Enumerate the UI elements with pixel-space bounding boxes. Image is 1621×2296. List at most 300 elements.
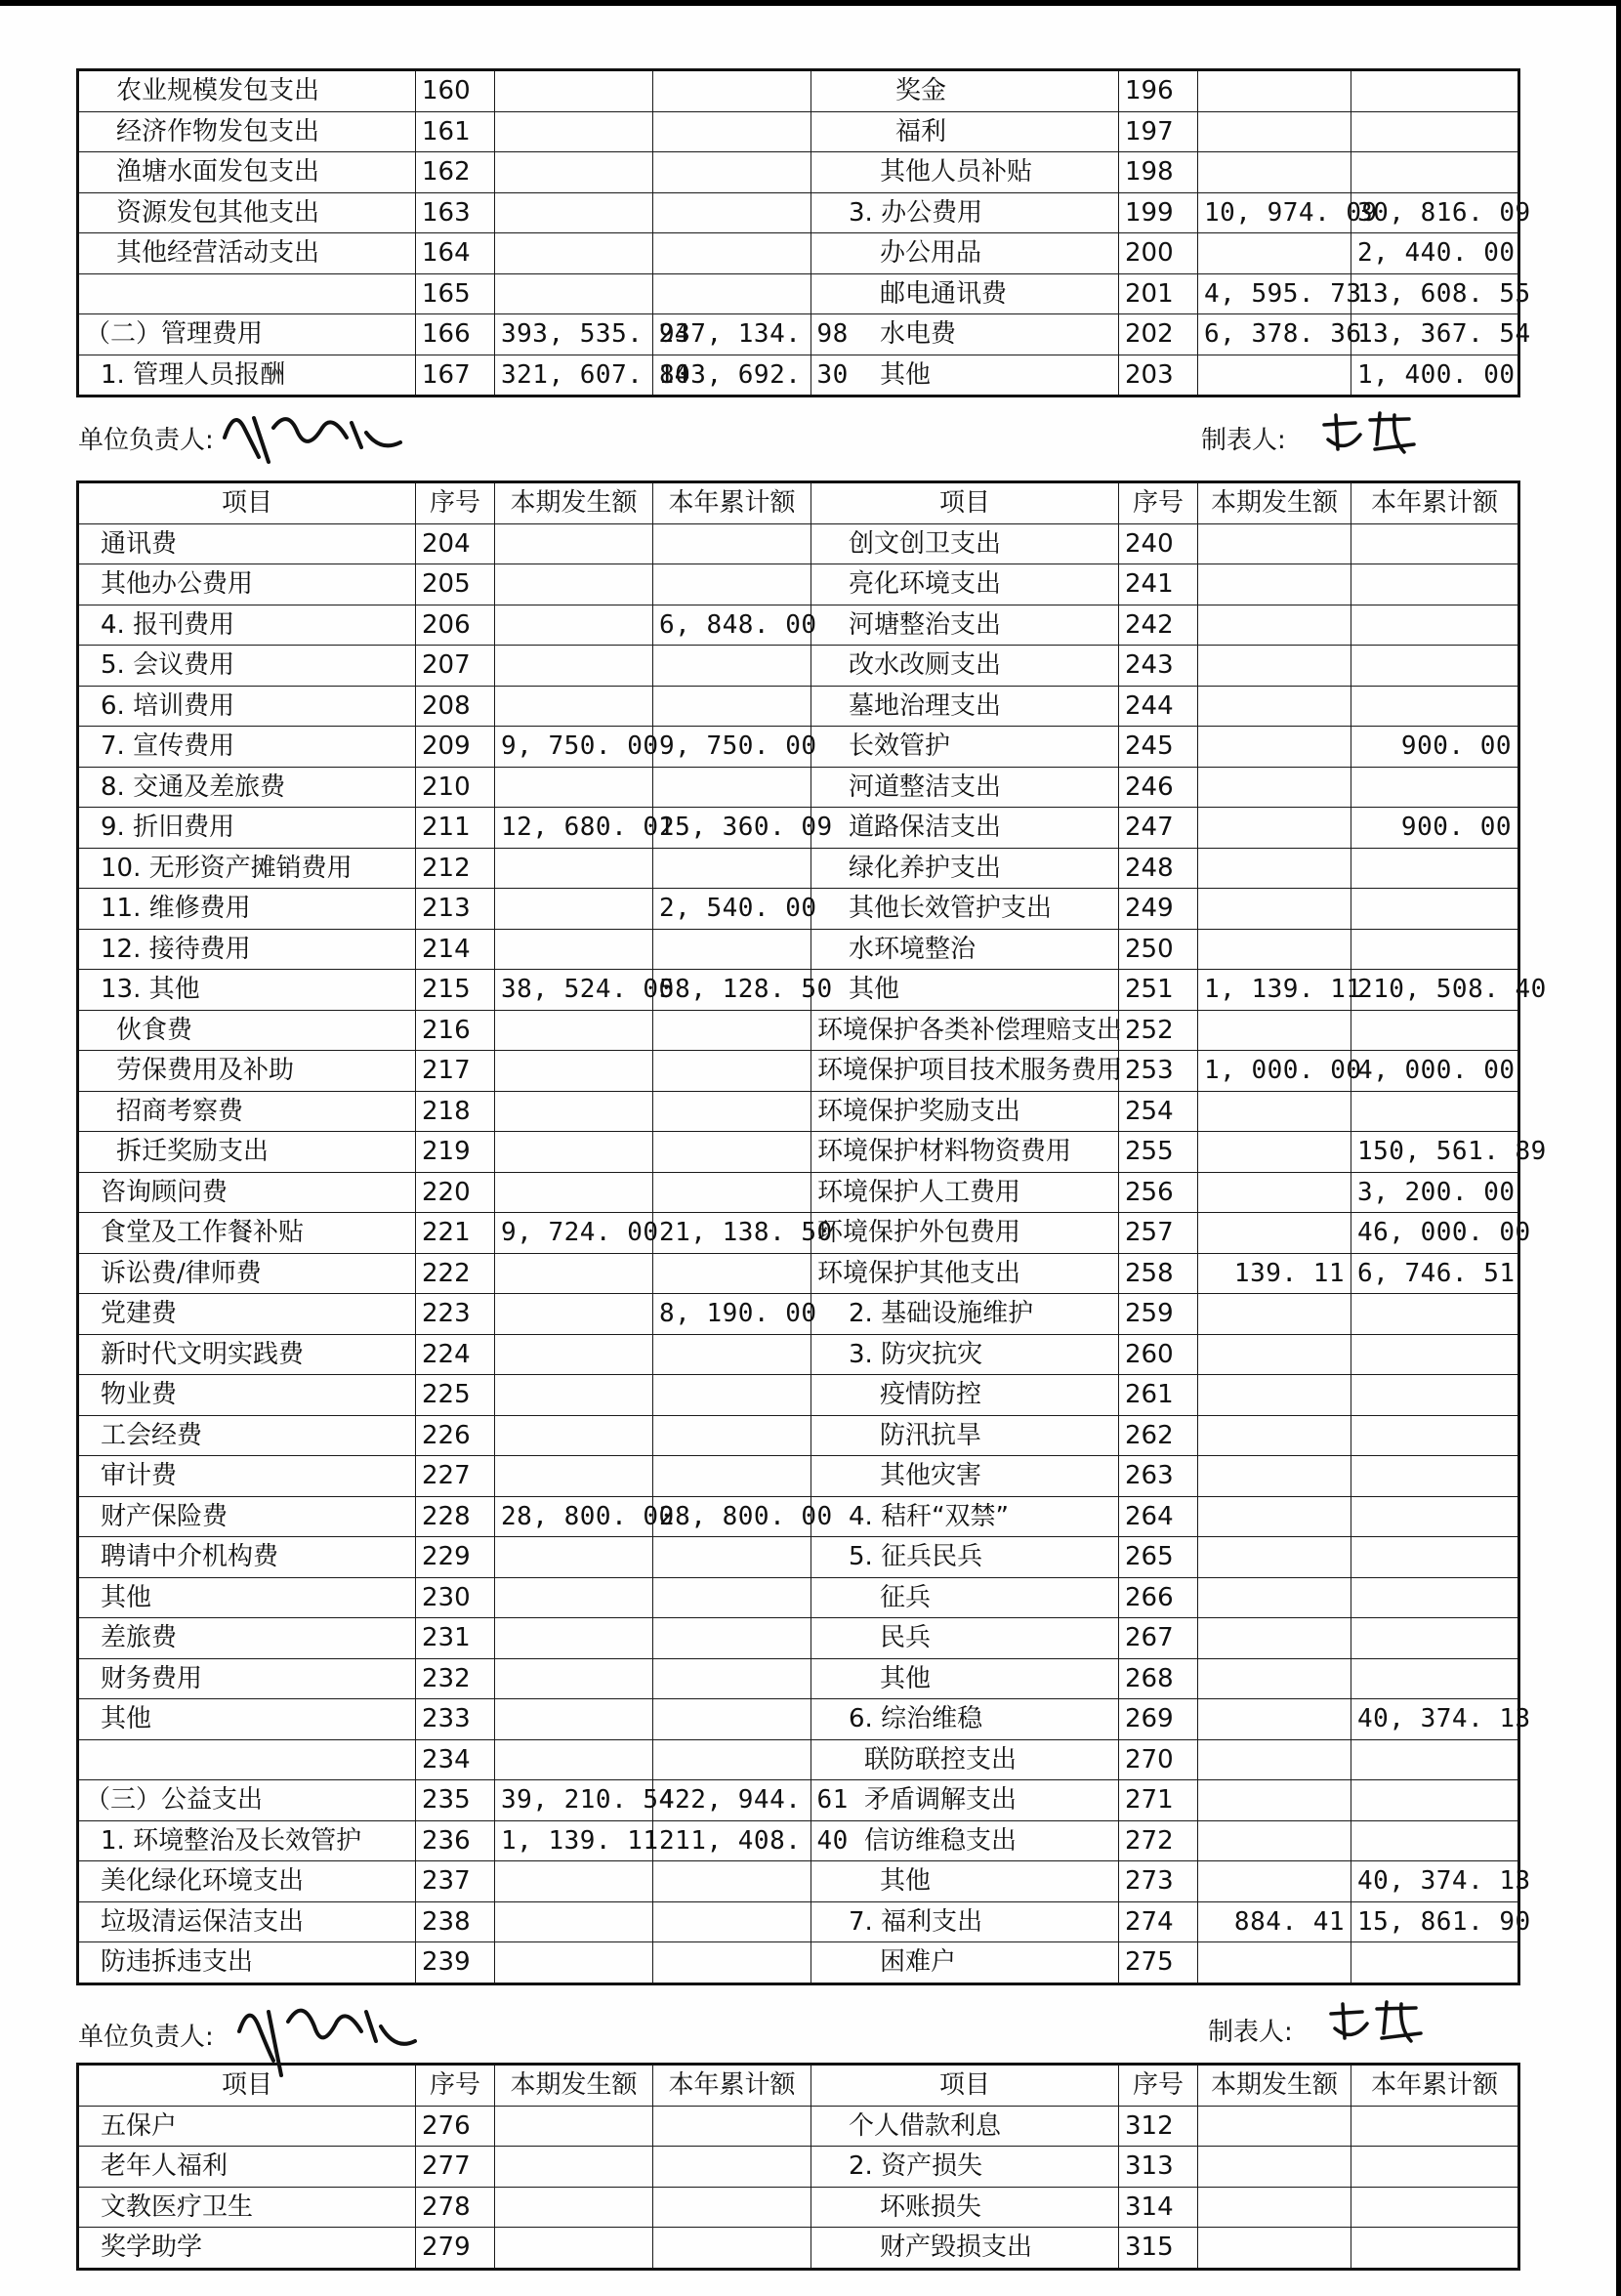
seq-number: 229 [416, 1537, 495, 1578]
scan-edge-right [1616, 0, 1621, 2296]
table-row [78, 355, 1519, 397]
current-amount [1198, 233, 1351, 274]
ytd-amount [653, 233, 811, 274]
seq-number: 315 [1119, 2228, 1198, 2270]
seq-number: 263 [1119, 1456, 1198, 1497]
table-row [78, 1334, 1519, 1375]
current-amount [495, 152, 653, 193]
item-label [78, 273, 416, 314]
item-label: 河道整洁支出 [811, 767, 1119, 808]
current-amount [1198, 564, 1351, 605]
ytd-amount: 40, 374. 13 [1351, 1861, 1519, 1902]
table-row [78, 1172, 1519, 1213]
current-amount [1198, 1658, 1351, 1699]
current-amount: 9, 750. 00 [495, 727, 653, 768]
item-label: 新时代文明实践费 [78, 1334, 416, 1375]
item-label: 防违拆违支出 [78, 1942, 416, 1984]
seq-number: 272 [1119, 1820, 1198, 1861]
header-item: 项目 [78, 2065, 416, 2107]
item-label: 困难户 [811, 1942, 1119, 1984]
header-current: 本期发生额 [1198, 2065, 1351, 2107]
seq-number: 249 [1119, 889, 1198, 930]
ytd-amount [1351, 1091, 1519, 1132]
current-amount [495, 1294, 653, 1335]
ytd-amount [1351, 605, 1519, 646]
table-row [78, 273, 1519, 314]
ytd-amount [653, 1456, 811, 1497]
ytd-amount [653, 1010, 811, 1051]
current-amount: 1, 139. 11 [1198, 970, 1351, 1011]
seq-number: 225 [416, 1375, 495, 1416]
preparer-label: 制表人: [1201, 426, 1286, 455]
ytd-amount [1351, 111, 1519, 152]
item-label: 其他办公费用 [78, 564, 416, 605]
seq-number: 230 [416, 1577, 495, 1618]
ytd-amount [653, 1051, 811, 1092]
current-amount [1198, 1132, 1351, 1173]
seq-number: 253 [1119, 1051, 1198, 1092]
header-item: 项目 [811, 2065, 1119, 2107]
ytd-amount [653, 1618, 811, 1659]
seq-number: 208 [416, 686, 495, 727]
item-label: 福利 [811, 111, 1119, 152]
ytd-amount [653, 2228, 811, 2270]
seq-number: 312 [1119, 2106, 1198, 2147]
item-label: 河塘整治支出 [811, 605, 1119, 646]
ytd-amount [653, 1253, 811, 1294]
current-amount [495, 1739, 653, 1780]
current-amount [1198, 1577, 1351, 1618]
current-amount [495, 1658, 653, 1699]
item-label: （二）管理费用 [78, 314, 416, 355]
unit-responsible-label-2: 单位负责人: [78, 2023, 214, 2052]
ytd-amount [1351, 70, 1519, 112]
seq-number: 162 [416, 152, 495, 193]
seq-number: 227 [416, 1456, 495, 1497]
current-amount [495, 1334, 653, 1375]
ytd-amount [653, 848, 811, 889]
current-amount: 10, 974. 09 [1198, 192, 1351, 233]
table-row [78, 1091, 1519, 1132]
current-amount [495, 564, 653, 605]
ytd-amount [1351, 1375, 1519, 1416]
current-amount [495, 2106, 653, 2147]
ytd-amount [653, 686, 811, 727]
header-seq: 序号 [416, 2065, 495, 2107]
table-row [78, 1699, 1519, 1740]
current-amount [1198, 2228, 1351, 2270]
item-label: 3. 防灾抗灾 [811, 1334, 1119, 1375]
current-amount [495, 2187, 653, 2228]
preparer-signature-2 [1323, 1994, 1431, 2053]
item-label: 其他 [811, 1658, 1119, 1699]
ytd-amount: 900. 00 [1351, 808, 1519, 849]
item-label: 个人借款利息 [811, 2106, 1119, 2147]
current-amount: 39, 210. 54 [495, 1780, 653, 1821]
item-label: 其他灾害 [811, 1456, 1119, 1497]
header-seq: 序号 [1119, 482, 1198, 524]
current-amount [495, 1537, 653, 1578]
table-row [78, 1537, 1519, 1578]
seq-number: 259 [1119, 1294, 1198, 1335]
ytd-amount [1351, 1456, 1519, 1497]
current-amount [495, 1901, 653, 1942]
header-ytd: 本年累计额 [1351, 482, 1519, 524]
current-amount [1198, 1496, 1351, 1537]
item-label: 墓地治理支出 [811, 686, 1119, 727]
ytd-amount [653, 1739, 811, 1780]
item-label: 9. 折旧费用 [78, 808, 416, 849]
item-label: 坏账损失 [811, 2187, 1119, 2228]
current-amount [495, 1577, 653, 1618]
current-amount [1198, 2187, 1351, 2228]
current-amount [1198, 1780, 1351, 1821]
current-amount: 1, 000. 00 [1198, 1051, 1351, 1092]
table-row [78, 314, 1519, 355]
ytd-amount [653, 2106, 811, 2147]
item-label: 党建费 [78, 1294, 416, 1335]
ytd-amount [1351, 1496, 1519, 1537]
item-label: 拆迁奖励支出 [78, 1132, 416, 1173]
ytd-amount [653, 152, 811, 193]
current-amount [495, 1415, 653, 1456]
item-label: 改水改厕支出 [811, 646, 1119, 687]
item-label: 其他 [811, 1861, 1119, 1902]
item-label: 水环境整治 [811, 929, 1119, 970]
ytd-amount [653, 1132, 811, 1173]
seq-number: 260 [1119, 1334, 1198, 1375]
unit-responsible-label: 单位负责人: [78, 426, 214, 455]
item-label: 4. 报刊费用 [78, 605, 416, 646]
seq-number: 248 [1119, 848, 1198, 889]
item-label: 7. 福利支出 [811, 1901, 1119, 1942]
current-amount [495, 1172, 653, 1213]
seq-number: 161 [416, 111, 495, 152]
table-row [78, 1577, 1519, 1618]
seq-number: 313 [1119, 2147, 1198, 2188]
table-row [78, 1861, 1519, 1902]
table-row [78, 2106, 1519, 2147]
table-row [78, 2147, 1519, 2188]
item-label: 其他 [811, 355, 1119, 397]
seq-number: 278 [416, 2187, 495, 2228]
table-row [78, 1739, 1519, 1780]
current-amount [495, 111, 653, 152]
ytd-amount [1351, 1537, 1519, 1578]
seq-number: 261 [1119, 1375, 1198, 1416]
current-amount [1198, 889, 1351, 930]
current-amount [495, 848, 653, 889]
seq-number: 277 [416, 2147, 495, 2188]
item-label: 文教医疗卫生 [78, 2187, 416, 2228]
current-amount [1198, 111, 1351, 152]
item-label: 防汛抗旱 [811, 1415, 1119, 1456]
ytd-amount [653, 1577, 811, 1618]
current-amount [1198, 1415, 1351, 1456]
header-item: 项目 [811, 482, 1119, 524]
seq-number: 265 [1119, 1537, 1198, 1578]
current-amount: 884. 41 [1198, 1901, 1351, 1942]
item-label: 工会经费 [78, 1415, 416, 1456]
seq-number: 240 [1119, 523, 1198, 564]
current-amount: 12, 680. 01 [495, 808, 653, 849]
ytd-amount [653, 1942, 811, 1984]
ytd-amount [653, 192, 811, 233]
seq-number: 228 [416, 1496, 495, 1537]
item-label: 征兵 [811, 1577, 1119, 1618]
seq-number: 273 [1119, 1861, 1198, 1902]
current-amount [495, 1132, 653, 1173]
current-amount [1198, 1699, 1351, 1740]
table-row [78, 605, 1519, 646]
current-amount [1198, 1942, 1351, 1984]
ytd-amount [1351, 2106, 1519, 2147]
seq-number: 267 [1119, 1618, 1198, 1659]
item-label: 亮化环境支出 [811, 564, 1119, 605]
seq-number: 234 [416, 1739, 495, 1780]
table-row [78, 646, 1519, 687]
current-amount [1198, 70, 1351, 112]
table-row [78, 1253, 1519, 1294]
item-label: 其他长效管护支出 [811, 889, 1119, 930]
ytd-amount [653, 1658, 811, 1699]
table-row [78, 70, 1519, 112]
item-label: 经济作物发包支出 [78, 111, 416, 152]
current-amount [1198, 929, 1351, 970]
table-row [78, 889, 1519, 930]
table-row [78, 2228, 1519, 2270]
header-row [78, 2065, 1519, 2107]
ytd-amount [1351, 848, 1519, 889]
seq-number: 206 [416, 605, 495, 646]
ytd-amount: 15, 861. 90 [1351, 1901, 1519, 1942]
item-label: 11. 维修费用 [78, 889, 416, 930]
ytd-amount [1351, 152, 1519, 193]
seq-number: 276 [416, 2106, 495, 2147]
header-current: 本期发生额 [495, 2065, 653, 2107]
ytd-amount: 422, 944. 61 [653, 1780, 811, 1821]
ytd-amount [1351, 1780, 1519, 1821]
item-label: 其他 [811, 970, 1119, 1011]
current-amount [1198, 1213, 1351, 1254]
ytd-amount [1351, 2228, 1519, 2270]
item-label: 矛盾调解支出 [811, 1780, 1119, 1821]
item-label: 邮电通讯费 [811, 273, 1119, 314]
ytd-amount [1351, 1820, 1519, 1861]
ytd-amount [1351, 1294, 1519, 1335]
seq-number: 250 [1119, 929, 1198, 970]
seq-number: 220 [416, 1172, 495, 1213]
table-row [78, 152, 1519, 193]
seq-number: 233 [416, 1699, 495, 1740]
item-label: 老年人福利 [78, 2147, 416, 2188]
seq-number: 274 [1119, 1901, 1198, 1942]
item-label: 垃圾清运保洁支出 [78, 1901, 416, 1942]
current-amount [495, 605, 653, 646]
seq-number: 269 [1119, 1699, 1198, 1740]
ytd-amount [653, 273, 811, 314]
item-label: 长效管护 [811, 727, 1119, 768]
seq-number: 204 [416, 523, 495, 564]
item-label: 其他 [78, 1577, 416, 1618]
item-label: 6. 培训费用 [78, 686, 416, 727]
seq-number: 238 [416, 1901, 495, 1942]
seq-number: 268 [1119, 1658, 1198, 1699]
ytd-amount [653, 1901, 811, 1942]
ytd-amount [1351, 523, 1519, 564]
header-item: 项目 [78, 482, 416, 524]
ytd-amount: 40, 374. 13 [1351, 1699, 1519, 1740]
current-amount [1198, 1172, 1351, 1213]
item-label: 10. 无形资产摊销费用 [78, 848, 416, 889]
item-label: 办公用品 [811, 233, 1119, 274]
item-label: 物业费 [78, 1375, 416, 1416]
seq-number: 223 [416, 1294, 495, 1335]
seq-number: 275 [1119, 1942, 1198, 1984]
item-label: 招商考察费 [78, 1091, 416, 1132]
item-label: 联防联控支出 [811, 1739, 1119, 1780]
seq-number: 213 [416, 889, 495, 930]
ytd-amount [1351, 1334, 1519, 1375]
ytd-amount [653, 1699, 811, 1740]
current-amount: 4, 595. 73 [1198, 273, 1351, 314]
current-amount [495, 1253, 653, 1294]
scan-edge-top [0, 0, 1621, 6]
table-row [78, 1213, 1519, 1254]
preparer-signature [1316, 405, 1424, 464]
current-amount [1198, 646, 1351, 687]
current-amount [495, 2147, 653, 2188]
item-label: 聘请中介机构费 [78, 1537, 416, 1578]
ytd-amount [653, 767, 811, 808]
item-label: 环境保护项目技术服务费用 [811, 1051, 1119, 1092]
item-label: 通讯费 [78, 523, 416, 564]
seq-number: 235 [416, 1780, 495, 1821]
ytd-amount [653, 1415, 811, 1456]
ytd-amount: 21, 138. 50 [653, 1213, 811, 1254]
ytd-amount: 46, 000. 00 [1351, 1213, 1519, 1254]
ytd-amount [1351, 767, 1519, 808]
current-amount: 9, 724. 00 [495, 1213, 653, 1254]
seq-number: 196 [1119, 70, 1198, 112]
current-amount [1198, 1334, 1351, 1375]
ytd-amount [1351, 2147, 1519, 2188]
item-label: 审计费 [78, 1456, 416, 1497]
item-label: 13. 其他 [78, 970, 416, 1011]
current-amount [495, 1456, 653, 1497]
item-label: 环境保护外包费用 [811, 1213, 1119, 1254]
ytd-amount: 25, 360. 09 [653, 808, 811, 849]
seq-number: 262 [1119, 1415, 1198, 1456]
table-row [78, 808, 1519, 849]
seq-number: 242 [1119, 605, 1198, 646]
table-row [78, 1901, 1519, 1942]
ytd-amount: 13, 608. 55 [1351, 273, 1519, 314]
table-row [78, 1658, 1519, 1699]
item-label: 1. 环境整治及长效管护 [78, 1820, 416, 1861]
current-amount [1198, 2106, 1351, 2147]
ledger-table-1 [76, 68, 1531, 397]
ytd-amount [653, 646, 811, 687]
ytd-amount [1351, 1577, 1519, 1618]
table-row [78, 1415, 1519, 1456]
current-amount [1198, 767, 1351, 808]
seq-number: 216 [416, 1010, 495, 1051]
seq-number: 236 [416, 1820, 495, 1861]
item-label: 疫情防控 [811, 1375, 1119, 1416]
ytd-amount: 210, 508. 40 [1351, 970, 1519, 1011]
item-label: 2. 基础设施维护 [811, 1294, 1119, 1335]
header-ytd: 本年累计额 [653, 482, 811, 524]
current-amount [495, 192, 653, 233]
item-label: 美化绿化环境支出 [78, 1861, 416, 1902]
current-amount [495, 70, 653, 112]
item-label: 绿化养护支出 [811, 848, 1119, 889]
ytd-amount [1351, 564, 1519, 605]
current-amount: 1, 139. 11 [495, 1820, 653, 1861]
seq-number: 314 [1119, 2187, 1198, 2228]
seq-number: 205 [416, 564, 495, 605]
item-label: 其他经营活动支出 [78, 233, 416, 274]
item-label: 环境保护其他支出 [811, 1253, 1119, 1294]
ytd-amount [1351, 646, 1519, 687]
table-row [78, 1496, 1519, 1537]
item-label: 创文创卫支出 [811, 523, 1119, 564]
current-amount [1198, 808, 1351, 849]
ledger-table-3 [76, 2063, 1520, 2271]
table-row [78, 970, 1519, 1011]
ytd-amount [653, 111, 811, 152]
current-amount [495, 1861, 653, 1902]
seq-number: 198 [1119, 152, 1198, 193]
seq-number: 258 [1119, 1253, 1198, 1294]
seq-number: 252 [1119, 1010, 1198, 1051]
seq-number: 247 [1119, 808, 1198, 849]
seq-number: 221 [416, 1213, 495, 1254]
item-label: 环境保护奖励支出 [811, 1091, 1119, 1132]
seq-number: 211 [416, 808, 495, 849]
seq-number: 243 [1119, 646, 1198, 687]
seq-number: 163 [416, 192, 495, 233]
ytd-amount [653, 1861, 811, 1902]
ytd-amount [653, 2147, 811, 2188]
item-label: 差旅费 [78, 1618, 416, 1659]
table-row [78, 233, 1519, 274]
ytd-amount [1351, 1942, 1519, 1984]
current-amount [495, 1942, 653, 1984]
responsible-signature [215, 398, 410, 467]
ytd-amount: 30, 816. 09 [1351, 192, 1519, 233]
table-row [78, 1051, 1519, 1092]
ytd-amount [653, 929, 811, 970]
ytd-amount: 4, 000. 00 [1351, 1051, 1519, 1092]
item-label: 道路保洁支出 [811, 808, 1119, 849]
current-amount [495, 273, 653, 314]
current-amount [1198, 1861, 1351, 1902]
current-amount [1198, 727, 1351, 768]
item-label: 食堂及工作餐补贴 [78, 1213, 416, 1254]
table-row [78, 727, 1519, 768]
table-row [78, 192, 1519, 233]
item-label: 环境保护材料物资费用 [811, 1132, 1119, 1173]
item-label: 环境保护各类补偿理赔支出 [811, 1010, 1119, 1051]
header-seq: 序号 [1119, 2065, 1198, 2107]
ytd-amount: 28, 800. 00 [653, 1496, 811, 1537]
current-amount [495, 1091, 653, 1132]
ytd-amount: 2, 440. 00 [1351, 233, 1519, 274]
table-row [78, 1456, 1519, 1497]
ytd-amount [1351, 1658, 1519, 1699]
